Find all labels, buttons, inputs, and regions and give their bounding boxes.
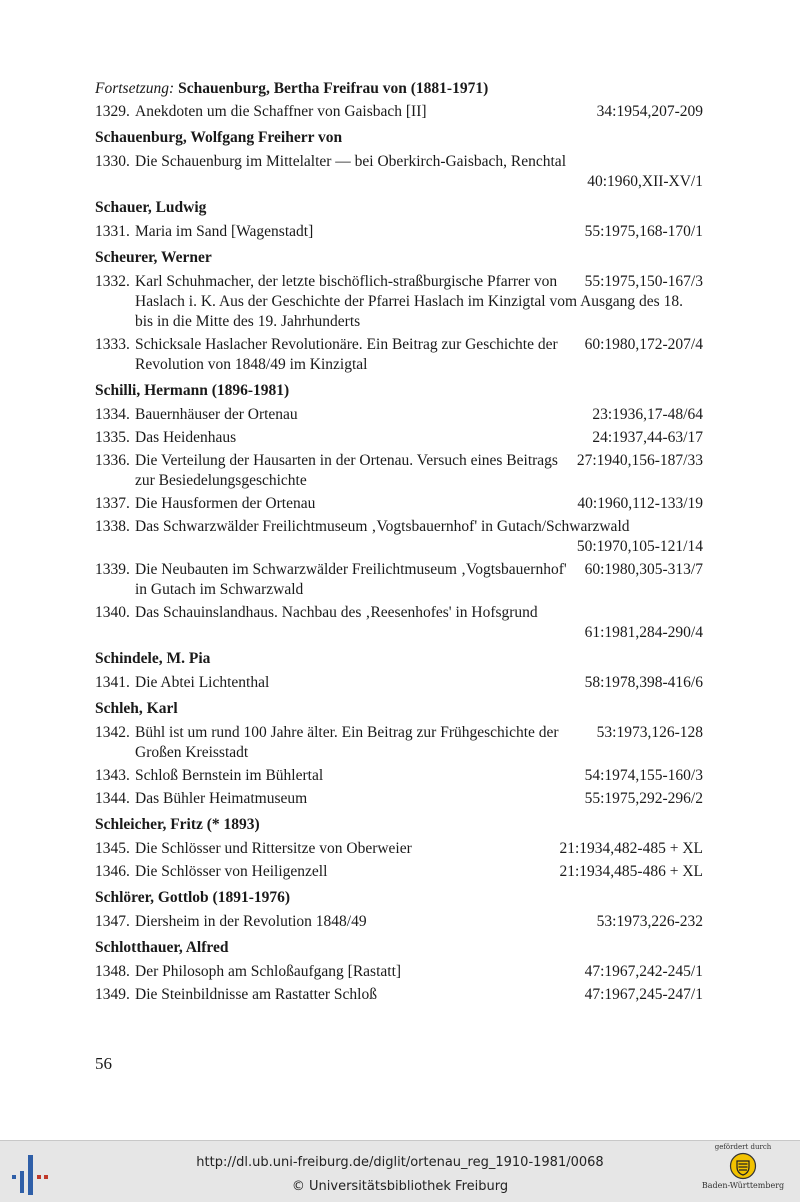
entry-body [95, 152, 703, 192]
author-heading: Schleh, Karl [95, 700, 178, 717]
bibliography-entry [95, 494, 703, 514]
bibliography-entry [95, 517, 703, 557]
continuation-author: Schauenburg, Bertha Freifrau von (1881-1971) [178, 80, 489, 97]
entry-title: Diersheim in der Revolution 1848/49 [135, 913, 367, 930]
entry-reference: 58:1978,398-416/6 [584, 674, 703, 691]
entry-title: Die Abtei Lichtenthal [135, 674, 270, 691]
entry-body [95, 494, 703, 514]
bibliography-list [95, 102, 703, 1011]
bibliography-entry [95, 603, 703, 643]
entry-title: Die Schlösser von Heiligenzell [135, 863, 328, 880]
entry-number: 1329. [95, 103, 130, 120]
bibliography-entry [95, 335, 703, 375]
entry-number: 1349. [95, 986, 130, 1003]
entry-title: Das Schauinslandhaus. Nachbau des ‚Reesenhofes' in Hofsgrund [135, 604, 538, 621]
page-number: 56 [95, 1054, 112, 1073]
entry-body [95, 839, 703, 859]
entry-reference: 55:1975,168-170/1 [584, 223, 703, 240]
author-heading: Schauenburg, Wolfgang Freiherr von [95, 129, 343, 146]
entry-body [95, 102, 703, 122]
entry-reference: 40:1960,112-133/19 [577, 495, 703, 512]
author-section [95, 198, 703, 242]
entry-body [95, 789, 703, 809]
bibliography-entry [95, 766, 703, 786]
entry-title: Anekdoten um die Schaffner von Gaisbach [II] [135, 103, 427, 120]
entry-number: 1331. [95, 223, 130, 240]
entry-reference: 21:1934,482-485 + XL [559, 840, 703, 857]
page-url-link[interactable]: http://dl.ub.uni-freiburg.de/diglit/ortenau_reg_1910-1981/0068 [196, 1155, 604, 1170]
bibliography-entry [95, 560, 703, 600]
author-section [95, 888, 703, 932]
entry-title: Die Hausformen der Ortenau [135, 495, 316, 512]
entry-body [95, 723, 703, 763]
entry-reference: 40:1960,XII-XV/1 [587, 173, 703, 190]
entry-number: 1338. [95, 518, 130, 535]
entry-title: Die Neubauten im Schwarzwälder Freilichtmuseum ‚Vogtsbauernhof' in Gutach im Schwarzwald [135, 561, 567, 598]
entry-body [95, 560, 703, 600]
entry-body [95, 428, 703, 448]
copyright-text: © Universitätsbibliothek Freiburg [291, 1179, 509, 1194]
entry-reference: 23:1936,17-48/64 [592, 406, 703, 423]
crest-icon [729, 1152, 757, 1180]
entry-title: Die Schlösser und Rittersitze von Oberweier [135, 840, 412, 857]
entry-body [95, 912, 703, 932]
footer-bar [0, 1140, 800, 1202]
sponsor-label: gefördert durch [714, 1143, 772, 1151]
entry-reference: 55:1975,292-296/2 [584, 790, 703, 807]
bibliography-entry [95, 673, 703, 693]
entry-number: 1344. [95, 790, 130, 807]
entry-number: 1337. [95, 495, 130, 512]
entry-number: 1345. [95, 840, 130, 857]
entry-number: 1348. [95, 963, 130, 980]
entry-reference: 60:1980,305-313/7 [584, 561, 703, 578]
entry-number: 1333. [95, 336, 130, 353]
entry-title: Die Steinbildnisse am Rastatter Schloß [135, 986, 377, 1003]
continuation-heading [95, 80, 488, 98]
entry-number: 1346. [95, 863, 130, 880]
entry-title: Maria im Sand [Wagenstadt] [135, 223, 314, 240]
entry-body [95, 603, 703, 643]
entry-title: Schloß Bernstein im Bühlertal [135, 767, 324, 784]
entry-number: 1343. [95, 767, 130, 784]
bibliography-entry [95, 451, 703, 491]
entry-body [95, 405, 703, 425]
entry-number: 1341. [95, 674, 130, 691]
author-section [95, 699, 703, 809]
entry-title: Bühl ist um rund 100 Jahre älter. Ein Beitrag zur Frühgeschichte der Großen Kreisstadt [135, 724, 559, 761]
entry-reference: 24:1937,44-63/17 [592, 429, 703, 446]
entry-title: Die Schauenburg im Mittelalter — bei Oberkirch-Gaisbach, Renchtal [135, 153, 566, 170]
entry-reference: 55:1975,150-167/3 [584, 273, 703, 290]
entry-number: 1332. [95, 273, 130, 290]
entry-number: 1347. [95, 913, 130, 930]
bibliography-entry [95, 428, 703, 448]
bibliography-entry [95, 962, 703, 982]
sponsor-name: Baden-Württemberg [701, 1181, 785, 1190]
entry-reference: 60:1980,172-207/4 [584, 336, 703, 353]
author-heading: Scheurer, Werner [95, 249, 212, 266]
author-section [95, 938, 703, 1005]
entry-body [95, 451, 703, 491]
author-section [95, 102, 703, 122]
entry-number: 1336. [95, 452, 130, 469]
entry-number: 1330. [95, 153, 130, 170]
entry-reference: 47:1967,242-245/1 [584, 963, 703, 980]
author-section [95, 649, 703, 693]
entry-title: Die Verteilung der Hausarten in der Ortenau. Versuch eines Beitrags zur Besiedelungsgeschichte [135, 452, 558, 489]
entry-body [95, 335, 703, 375]
entry-number: 1339. [95, 561, 130, 578]
bibliography-entry [95, 789, 703, 809]
entry-reference: 47:1967,245-247/1 [584, 986, 703, 1003]
entry-number: 1334. [95, 406, 130, 423]
bibliography-entry [95, 862, 703, 882]
author-heading: Schilli, Hermann (1896-1981) [95, 382, 290, 399]
entry-title: Bauernhäuser der Ortenau [135, 406, 298, 423]
entry-reference: 61:1981,284-290/4 [584, 624, 703, 641]
entry-body [95, 673, 703, 693]
entry-body [95, 766, 703, 786]
author-heading: Schauer, Ludwig [95, 199, 207, 216]
entry-reference: 53:1973,226-232 [596, 913, 703, 930]
author-section [95, 815, 703, 882]
entry-title: Das Schwarzwälder Freilichtmuseum ‚Vogtsbauernhof' in Gutach/Schwarzwald [135, 518, 630, 535]
bibliography-entry [95, 985, 703, 1005]
entry-body [95, 222, 703, 242]
bibliography-entry [95, 723, 703, 763]
continuation-label: Fortsetzung: [95, 80, 175, 97]
author-heading: Schindele, M. Pia [95, 650, 211, 667]
entry-reference: 54:1974,155-160/3 [584, 767, 703, 784]
entry-number: 1340. [95, 604, 130, 621]
entry-reference: 53:1973,126-128 [596, 724, 703, 741]
entry-reference: 21:1934,485-486 + XL [559, 863, 703, 880]
author-section [95, 381, 703, 643]
entry-body [95, 985, 703, 1005]
bibliography-entry [95, 152, 703, 192]
author-section [95, 128, 703, 192]
author-heading: Schlotthauer, Alfred [95, 939, 229, 956]
bibliography-entry [95, 222, 703, 242]
author-heading: Schleicher, Fritz (* 1893) [95, 816, 260, 833]
bibliography-entry [95, 272, 703, 332]
entry-reference: 27:1940,156-187/33 [576, 452, 703, 469]
entry-body [95, 962, 703, 982]
sponsor-logo [693, 1143, 793, 1201]
entry-title: Der Philosoph am Schloßaufgang [Rastatt] [135, 963, 402, 980]
entry-body [95, 272, 703, 332]
bibliography-entry [95, 102, 703, 122]
entry-title: Schicksale Haslacher Revolutionäre. Ein Beitrag zur Geschichte der Revolution von 1848/49 im Kinzigtal [135, 336, 558, 373]
entry-title: Das Heidenhaus [135, 429, 237, 446]
bibliography-entry [95, 839, 703, 859]
author-heading: Schlörer, Gottlob (1891-1976) [95, 889, 291, 906]
entry-title: Das Bühler Heimatmuseum [135, 790, 308, 807]
entry-body [95, 517, 703, 557]
bibliography-entry [95, 912, 703, 932]
entry-body [95, 862, 703, 882]
entry-reference: 34:1954,207-209 [596, 103, 703, 120]
entry-reference: 50:1970,105-121/14 [576, 538, 703, 555]
bibliography-entry [95, 405, 703, 425]
entry-number: 1335. [95, 429, 130, 446]
entry-title: Karl Schuhmacher, der letzte bischöflich-straßburgische Pfarrer von Haslach i. K. Aus der Geschichte der Pfarrei Haslach im Kinzigtal vom Ausgang des 18. bis in die Mitte des 19. Jahrhunderts [135, 273, 683, 330]
author-section [95, 248, 703, 375]
entry-number: 1342. [95, 724, 130, 741]
